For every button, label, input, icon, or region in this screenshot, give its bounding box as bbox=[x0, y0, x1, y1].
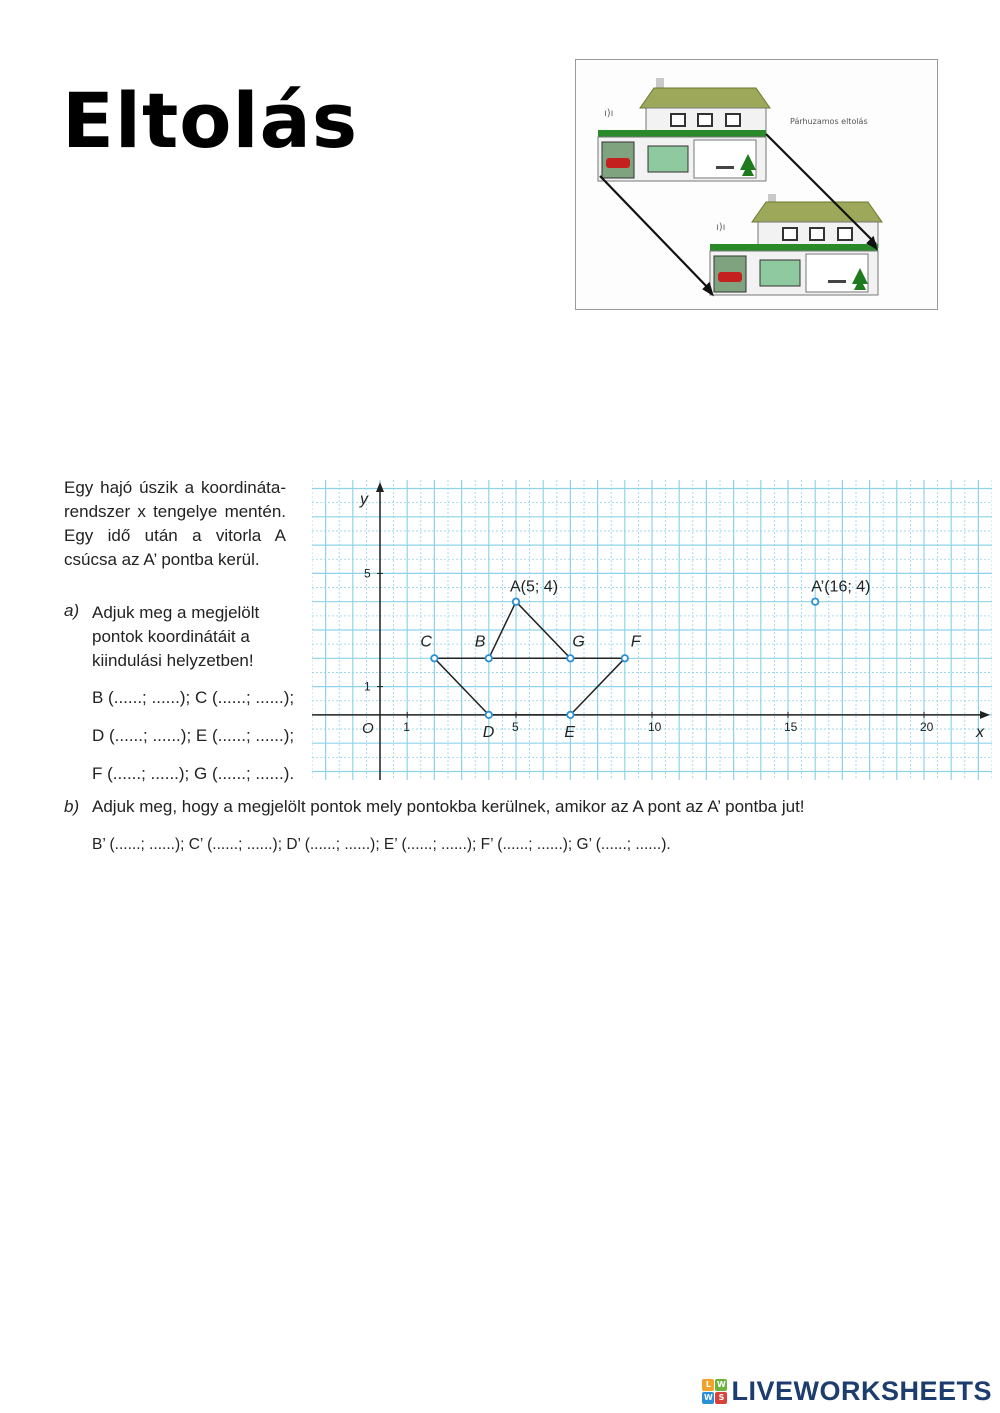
point-marker bbox=[567, 712, 573, 718]
task-a-text: Adjuk meg a megjelölt pontok koordinátáit a kiindulási helyzetben! bbox=[92, 603, 260, 670]
coordinate-graph bbox=[312, 480, 992, 784]
y-tick-label: 1 bbox=[364, 679, 371, 694]
x-axis-arrow bbox=[980, 711, 990, 719]
task-b-label: b) bbox=[64, 797, 80, 816]
house-translated bbox=[710, 194, 882, 295]
point-marker bbox=[431, 655, 437, 661]
point-marker bbox=[486, 712, 492, 718]
page-title: Eltolás bbox=[62, 76, 359, 165]
point-label: A(5; 4) bbox=[510, 578, 559, 596]
house-original bbox=[598, 78, 770, 181]
point-marker bbox=[622, 655, 628, 661]
point-label: A’(16; 4) bbox=[811, 578, 871, 596]
point-label: C bbox=[420, 633, 432, 651]
x-tick-label: 10 bbox=[648, 719, 662, 734]
task-a-label: a) bbox=[64, 601, 80, 620]
task-b-answer-line[interactable]: B’ (......; ......); C’ (......; ......); D’ (......; ......); E’ (......; ......); F’ (......; ......); G’ (......; ......). bbox=[92, 836, 671, 853]
intro-text: Egy hajó úszik a koordináta-rendszer x tengelye mentén. Egy idő után a vitorla A csúcsa az A’ pontba kerül. bbox=[64, 478, 286, 569]
footer-brand bbox=[702, 1376, 992, 1407]
illustration-caption: Párhuzamos eltolás bbox=[790, 117, 868, 126]
point-label: F bbox=[630, 633, 641, 651]
answer-line-3[interactable]: F (......; ......); G (......; ......). bbox=[92, 764, 295, 783]
point-label: B bbox=[474, 633, 486, 651]
point-marker bbox=[486, 655, 492, 661]
point-label: D bbox=[482, 723, 495, 741]
y-axis-arrow bbox=[376, 482, 384, 492]
x-tick-label: 15 bbox=[784, 719, 798, 734]
point-label: E bbox=[564, 723, 576, 741]
origin-label: O bbox=[362, 719, 374, 737]
svg-text:ı)ı: ı)ı bbox=[716, 222, 726, 233]
brand-name: LIVEWORKSHEETS bbox=[731, 1376, 992, 1406]
x-tick-label: 1 bbox=[403, 719, 410, 734]
point-marker bbox=[567, 655, 573, 661]
point-marker bbox=[513, 598, 519, 604]
svg-text:ı)ı: ı)ı bbox=[604, 108, 614, 119]
point-marker bbox=[812, 598, 818, 604]
answer-line-1[interactable]: B (......; ......); C (......; ......); bbox=[92, 688, 295, 707]
x-axis-label: x bbox=[976, 723, 984, 741]
y-tick-label: 5 bbox=[364, 566, 371, 581]
liveworksheets-logo-icon: L W W S bbox=[704, 1380, 726, 1402]
task-b-text: Adjuk meg, hogy a megjelölt pontok mely pontokba kerülnek, amikor az A pont az A’ pontba jut! bbox=[92, 797, 805, 816]
point-label: G bbox=[572, 633, 585, 651]
x-tick-label: 5 bbox=[512, 719, 519, 734]
y-axis-label: y bbox=[360, 491, 368, 508]
x-tick-label: 20 bbox=[920, 719, 934, 734]
answer-line-2[interactable]: D (......; ......); E (......; ......); bbox=[92, 726, 295, 745]
translation-illustration bbox=[575, 59, 938, 310]
